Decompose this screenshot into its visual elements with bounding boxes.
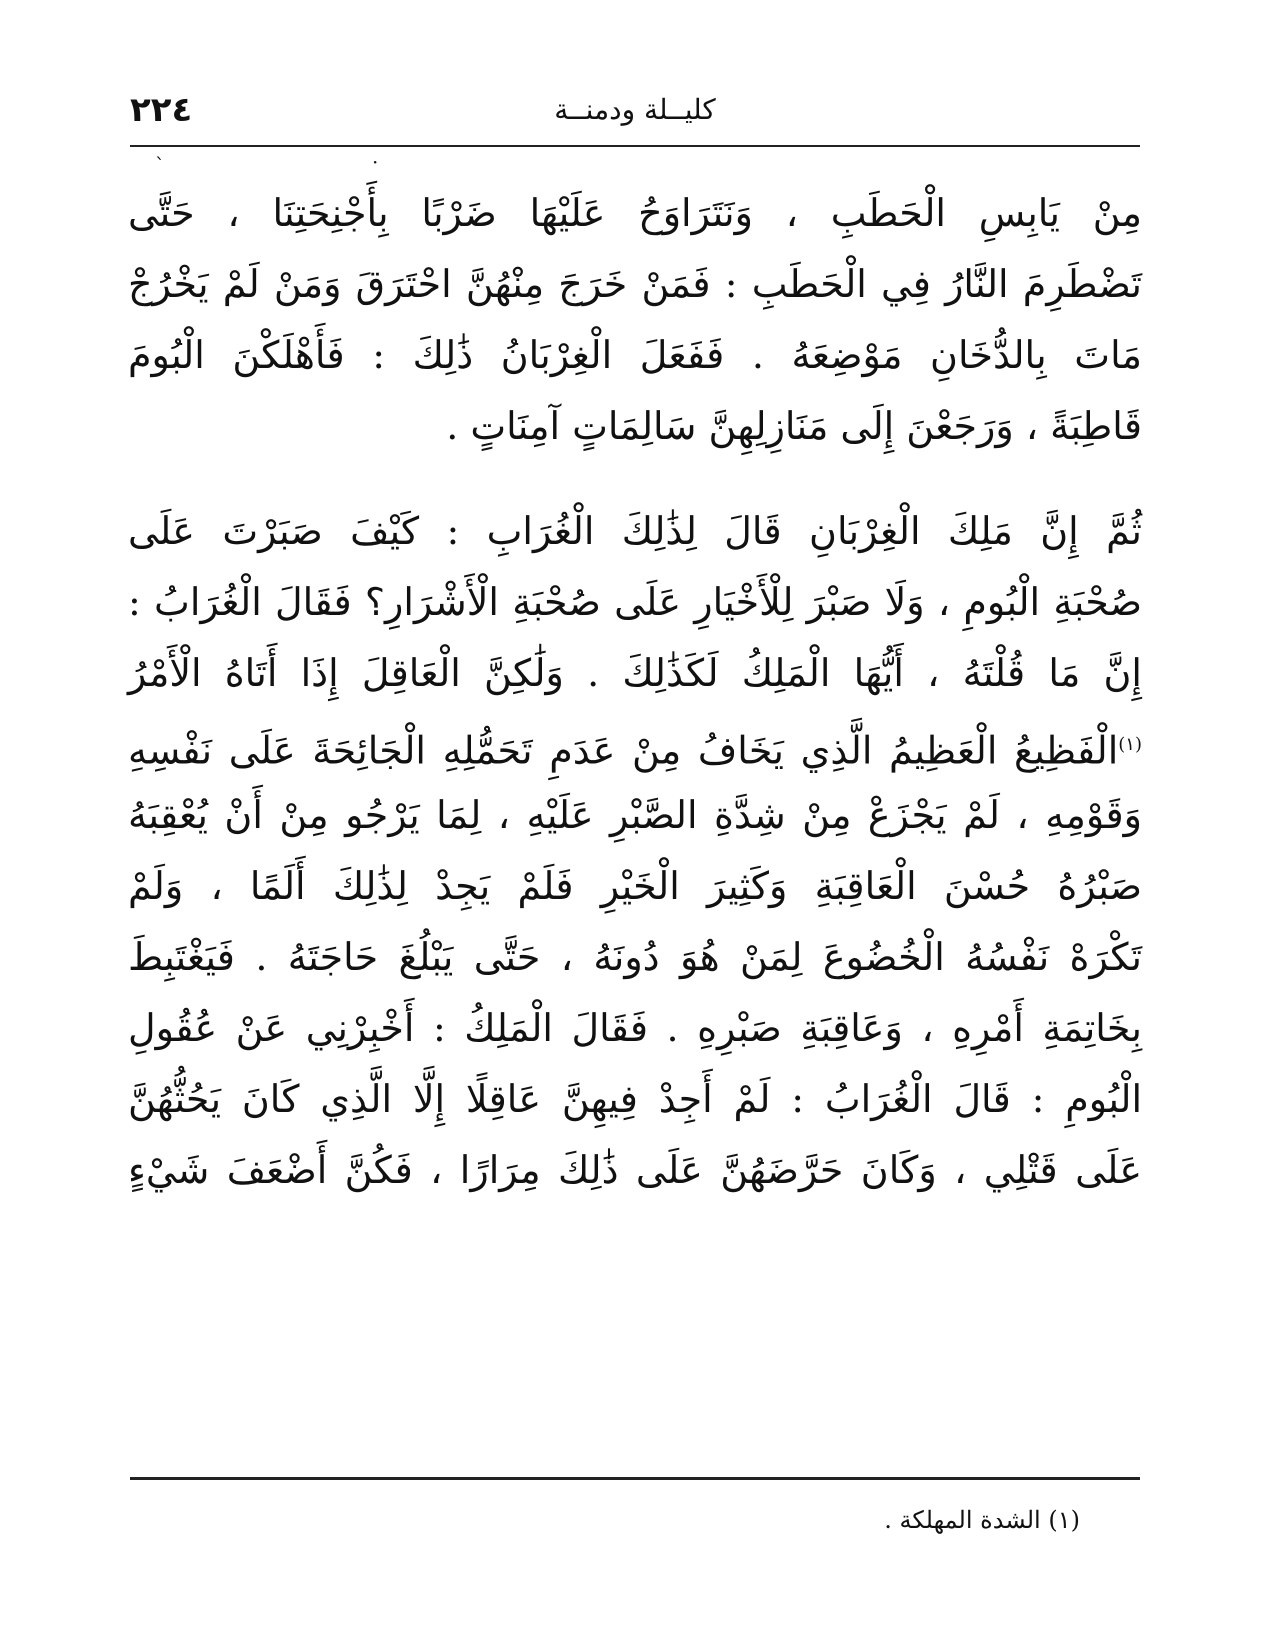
footnote — [600, 1500, 1080, 1540]
body-text — [128, 178, 1142, 1206]
page-header — [130, 80, 1140, 140]
text-line: قَاطِبَةً ، وَرَجَعْنَ إِلَى مَنَازِلِهِنَّ سَالِمَاتٍ آمِنَاتٍ . — [446, 404, 1142, 448]
footnote-ref: (١) — [1118, 734, 1142, 755]
text-line: تَضْطَرِمَ النَّارُ فِي الْحَطَبِ : فَمَنْ خَرَجَ مِنْهُنَّ احْتَرَقَ وَمَنْ لَمْ يَخْرُجْ — [128, 262, 1142, 306]
paragraph-2 — [128, 496, 1142, 1206]
footnote-text: الشدة المهلكة . — [884, 1506, 1041, 1534]
stray-dot: · — [372, 150, 379, 174]
paragraph-1 — [128, 178, 1142, 462]
text-line: بِخَاتِمَةِ أَمْرِهِ ، وَعَاقِبَةِ صَبْرِهِ . فَقَالَ الْمَلِكُ : أَخْبِرْنِي عَنْ عُقُولِ — [128, 1006, 1142, 1050]
footnote-marker: (١) — [1048, 1506, 1080, 1534]
text-line-with-footnote — [128, 709, 1142, 780]
text-line: مَاتَ بِالدُّخَانِ مَوْضِعَهُ . فَفَعَلَ الْغِرْبَانُ ذَٰلِكَ : فَأَهْلَكْنَ الْبُومَ — [128, 333, 1142, 377]
page-number: ٢٢٤ — [130, 90, 193, 130]
paragraph-gap — [128, 462, 1142, 496]
text-line: الْبُومِ : قَالَ الْغُرَابُ : لَمْ أَجِدْ فِيهِنَّ عَاقِلًا إِلَّا الَّذِي كَانَ يَحُثُّهُنَّ — [128, 1077, 1142, 1121]
text-line: وَقَوْمِهِ ، لَمْ يَجْزَعْ مِنْ شِدَّةِ الصَّبْرِ عَلَيْهِ ، لِمَا يَرْجُو مِنْ أَنْ يُعْقِبَهُ — [128, 793, 1142, 837]
text-line: عَلَى قَتْلِي ، وَكَانَ حَرَّضَهُنَّ عَلَى ذَٰلِكَ مِرَارًا ، فَكُنَّ أَضْعَفَ شَيْءٍ — [128, 1148, 1142, 1192]
text-line: ثُمَّ إِنَّ مَلِكَ الْغِرْبَانِ قَالَ لِذَٰلِكَ الْغُرَابِ : كَيْفَ صَبَرْتَ عَلَى — [128, 509, 1142, 553]
text-line-content: الْفَظِيعُ الْعَظِيمُ الَّذِي يَخَافُ مِنْ عَدَمِ تَحَمُّلِهِ الْجَائِحَةَ عَلَى نَفْسِهِ — [128, 728, 1119, 773]
footnote-rule — [130, 1477, 1140, 1480]
running-title: كليــلة ودمنــة — [554, 93, 716, 126]
text-line: تَكْرَهْ نَفْسُهُ الْخُضُوعَ لِمَنْ هُوَ دُونَهُ ، حَتَّى يَبْلُغَ حَاجَتَهُ . فَيَغْتَبِطَ — [128, 935, 1142, 979]
stray-mark: ˋ — [155, 153, 165, 177]
text-line: مِنْ يَابِسِ الْحَطَبِ ، وَنَتَرَاوَحُ عَلَيْهَا ضَرْبًا بِأَجْنِحَتِنَا ، حَتَّى — [128, 191, 1142, 235]
text-line: صَبْرُهُ حُسْنَ الْعَاقِبَةِ وَكَثِيرَ الْخَيْرِ فَلَمْ يَجِدْ لِذَٰلِكَ أَلَمًا ، وَلَمْ — [128, 864, 1142, 908]
text-line: إِنَّ مَا قُلْتَهُ ، أَيُّهَا الْمَلِكُ لَكَذَٰلِكَ . وَلَٰكِنَّ الْعَاقِلَ إِذَا أَتَاهُ الْأَمْرُ — [128, 651, 1142, 695]
text-line: صُحْبَةِ الْبُومِ ، وَلَا صَبْرَ لِلْأَخْيَارِ عَلَى صُحْبَةِ الْأَشْرَارِ؟ فَقَالَ الْغُرَابُ : — [128, 580, 1142, 624]
header-rule — [130, 145, 1140, 147]
